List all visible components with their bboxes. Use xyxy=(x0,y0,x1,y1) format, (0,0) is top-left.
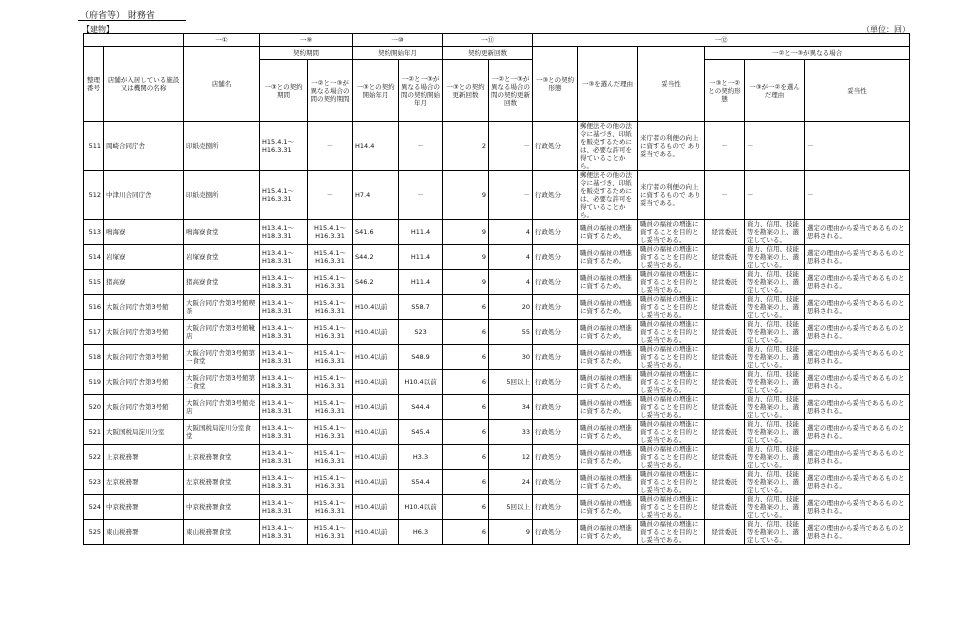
table-row xyxy=(84,345,910,370)
contract-table xyxy=(83,33,910,545)
table-cell-renew-3: 6 xyxy=(443,345,489,370)
table-cell-form2: 経営委託 xyxy=(705,470,745,495)
table-cell-reason2: 資力、信用、技能等を勘案の上、選定している。 xyxy=(745,520,805,545)
table-cell-start-2: S48.9 xyxy=(399,345,443,370)
table-cell-valid2: 選定の理由から妥当であるものと思料される。 xyxy=(805,220,910,245)
table-cell-valid2: 選定の理由から妥当であるものと思料される。 xyxy=(805,520,910,545)
table-cell-reason2: 資力、信用、技能等を勘案の上、選定している。 xyxy=(745,345,805,370)
table-cell-start-2: S23 xyxy=(399,320,443,345)
table-cell-no: 514 xyxy=(84,245,104,270)
table-cell-reason: 職員の福祉の増進に資するため。 xyxy=(578,295,638,320)
table-cell-form2: 経営委託 xyxy=(705,445,745,470)
table-cell-org: 中津川合同庁舎 xyxy=(104,171,184,220)
table-cell-form2: 経営委託 xyxy=(705,245,745,270)
col-shop: 店舗名 xyxy=(184,47,260,122)
table-cell-reason: 郵便法その他の法令に基づき、印紙を販売するためには、必要な許可を得ていることから。 xyxy=(578,171,638,220)
table-cell-no: 516 xyxy=(84,295,104,320)
table-cell-valid2: 選定の理由から妥当であるものと思料される。 xyxy=(805,395,910,420)
col-org: 店舗が入居している施設又は機関の名称 xyxy=(104,47,184,122)
col-p2: 一②と一③が異なる場合の間の契約期間 xyxy=(308,60,353,122)
table-cell-form: 行政処分 xyxy=(533,171,578,220)
table-cell-reason2: 資力、信用、技能等を勘案の上、選定している。 xyxy=(745,470,805,495)
table-cell-start-2: H10.4以前 xyxy=(399,495,443,520)
table-cell-start-3: S44.2 xyxy=(353,245,399,270)
table-cell-start-3: H10.4以前 xyxy=(353,295,399,320)
col-period: 契約期間 xyxy=(260,47,353,60)
table-cell-renew-3: 6 xyxy=(443,470,489,495)
table-cell-renew-3: 9 xyxy=(443,245,489,270)
table-cell-renew-3: 9 xyxy=(443,270,489,295)
table-cell-shop: 大阪国税局淀川分室食堂 xyxy=(184,420,260,445)
table-cell-renew-3: 6 xyxy=(443,495,489,520)
table-cell-start-2: S54.4 xyxy=(399,470,443,495)
table-cell-period-3: H13.4.1～ H18.3.31 xyxy=(260,245,308,270)
col-id-10: 一⑩ xyxy=(353,34,443,47)
table-cell-period-2: H15.4.1～ H16.3.31 xyxy=(308,445,353,470)
col-valid2: 妥当性 xyxy=(805,60,910,122)
table-cell-form2: 経営委託 xyxy=(705,420,745,445)
table-cell-form2: 経営委託 xyxy=(705,270,745,295)
table-cell-org: 上京税務署 xyxy=(104,445,184,470)
table-cell-reason2: 資力、信用、技能等を勘案の上、選定している。 xyxy=(745,270,805,295)
table-cell-form2: － xyxy=(705,171,745,220)
table-cell-start-2: H10.4以前 xyxy=(399,370,443,395)
table-cell-start-3: H10.4以前 xyxy=(353,520,399,545)
table-cell-start-3: H10.4以前 xyxy=(353,370,399,395)
table-row xyxy=(84,270,910,295)
table-cell-no: 517 xyxy=(84,320,104,345)
col-id-12: 一⑫ xyxy=(533,34,910,47)
table-cell-renew-2: 5回以上 xyxy=(489,495,533,520)
table-cell-start-3: S46.2 xyxy=(353,270,399,295)
table-cell-renew-3: 9 xyxy=(443,171,489,220)
table-cell-form2: 経営委託 xyxy=(705,395,745,420)
table-cell-org: 左京税務署 xyxy=(104,470,184,495)
table-cell-start-2: － xyxy=(399,122,443,171)
table-cell-form2: 経営委託 xyxy=(705,345,745,370)
table-cell-valid2: 選定の理由から妥当であるものと思料される。 xyxy=(805,420,910,445)
table-row xyxy=(84,395,910,420)
col-seq: 整理番号 xyxy=(84,47,104,122)
table-cell-renew-3: 6 xyxy=(443,370,489,395)
table-cell-form2: 経営委託 xyxy=(705,295,745,320)
table-cell-valid2: 選定の理由から妥当であるものと思料される。 xyxy=(805,295,910,320)
col-valid: 妥当性 xyxy=(638,47,705,122)
table-cell-period-2: H15.4.1～ H16.3.31 xyxy=(308,395,353,420)
table-cell-renew-2: 55 xyxy=(489,320,533,345)
col-id-9: 一⑨ xyxy=(260,34,353,47)
table-cell-valid: 職員の福祉の増進に資することを目的とし妥当である。 xyxy=(638,270,705,295)
table-cell-period-2: － xyxy=(308,122,353,171)
table-cell-valid: 職員の福祉の増進に資することを目的とし妥当である。 xyxy=(638,520,705,545)
table-cell-period-2: H15.4.1～ H16.3.31 xyxy=(308,295,353,320)
table-row xyxy=(84,520,910,545)
table-cell-renew-3: 9 xyxy=(443,220,489,245)
table-cell-valid: 職員の福祉の増進に資することを目的とし妥当である。 xyxy=(638,370,705,395)
table-cell-no: 519 xyxy=(84,370,104,395)
table-cell-period-3: H13.4.1～ H18.3.31 xyxy=(260,345,308,370)
table-cell-org: 東山税務署 xyxy=(104,520,184,545)
table-cell-renew-3: 6 xyxy=(443,420,489,445)
table-cell-form: 行政処分 xyxy=(533,470,578,495)
table-cell-form: 行政処分 xyxy=(533,520,578,545)
table-cell-valid2: － xyxy=(805,122,910,171)
col-diff: 一②と一③が異なる場合 xyxy=(705,47,910,60)
table-row xyxy=(84,245,910,270)
table-cell-period-2: H15.4.1～ H16.3.31 xyxy=(308,345,353,370)
col-s2: 一②と一③が異なる場合の間の契約開始年月 xyxy=(399,60,443,122)
table-cell-reason2: 資力、信用、技能等を勘案の上、選定している。 xyxy=(745,420,805,445)
table-cell-reason2: 資力、信用、技能等を勘案の上、選定している。 xyxy=(745,495,805,520)
table-cell-valid2: 選定の理由から妥当であるものと思料される。 xyxy=(805,445,910,470)
table-cell-shop: 大阪合同庁舎第3号館第二食堂 xyxy=(184,370,260,395)
table-cell-period-2: H15.4.1～ H16.3.31 xyxy=(308,270,353,295)
table-cell-valid: 職員の福祉の増進に資することを目的とし妥当である。 xyxy=(638,420,705,445)
table-cell-period-2: H15.4.1～ H16.3.31 xyxy=(308,495,353,520)
table-cell-org: 中京税務署 xyxy=(104,495,184,520)
table-cell-period-3: H13.4.1～ H18.3.31 xyxy=(260,520,308,545)
table-cell-reason: 職員の福祉の増進に資するため。 xyxy=(578,320,638,345)
table-cell-reason: 職員の福祉の増進に資するため。 xyxy=(578,445,638,470)
table-cell-start-2: H11.4 xyxy=(399,245,443,270)
table-cell-form: 行政処分 xyxy=(533,495,578,520)
table-cell-org: 大阪国税局淀川分室 xyxy=(104,420,184,445)
table-cell-valid: 職員の福祉の増進に資することを目的とし妥当である。 xyxy=(638,495,705,520)
table-cell-reason: 職員の福祉の増進に資するため。 xyxy=(578,520,638,545)
table-cell-renew-2: 5回以上 xyxy=(489,370,533,395)
table-cell-form2: 経営委託 xyxy=(705,320,745,345)
table-cell-reason2: 資力、信用、技能等を勘案の上、選定している。 xyxy=(745,395,805,420)
table-cell-period-2: H15.4.1～ H16.3.31 xyxy=(308,470,353,495)
table-cell-org: 大阪合同庁舎第3号館 xyxy=(104,320,184,345)
col-form: 一③との契約形態 xyxy=(533,47,578,122)
table-cell-start-3: H10.4以前 xyxy=(353,395,399,420)
table-row xyxy=(84,122,910,171)
table-cell-renew-2: 4 xyxy=(489,220,533,245)
table-row xyxy=(84,220,910,245)
table-cell-shop: 上京税務署食堂 xyxy=(184,445,260,470)
table-cell-form: 行政処分 xyxy=(533,295,578,320)
table-cell-shop: 大阪合同庁舎第3号館売店 xyxy=(184,395,260,420)
table-cell-shop: 大阪合同庁舎第3号館第一食堂 xyxy=(184,345,260,370)
table-cell-period-3: H13.4.1～ H18.3.31 xyxy=(260,370,308,395)
table-cell-form2: 経営委託 xyxy=(705,220,745,245)
table-cell-renew-2: 9 xyxy=(489,520,533,545)
table-cell-no: 511 xyxy=(84,122,104,171)
col-s3: 一③との契約開始年月 xyxy=(353,60,399,122)
table-cell-start-2: H11.4 xyxy=(399,270,443,295)
table-cell-renew-2: － xyxy=(489,122,533,171)
col-reason2: 一③が一②を選んだ理由 xyxy=(745,60,805,122)
table-cell-valid: 職員の福祉の増進に資することを目的とし妥当である。 xyxy=(638,445,705,470)
table-cell-org: 猪高寮 xyxy=(104,270,184,295)
table-cell-no: 513 xyxy=(84,220,104,245)
table-cell-valid: 職員の福祉の増進に資することを目的とし妥当である。 xyxy=(638,220,705,245)
table-cell-period-3: H13.4.1～ H18.3.31 xyxy=(260,270,308,295)
table-cell-shop: 大阪合同庁舎第3号館靴店 xyxy=(184,320,260,345)
table-cell-valid2: 選定の理由から妥当であるものと思料される。 xyxy=(805,320,910,345)
table-cell-start-2: H6.3 xyxy=(399,520,443,545)
header-blank-left xyxy=(84,34,184,47)
table-cell-period-3: H13.4.1～ H18.3.31 xyxy=(260,420,308,445)
col-form2: 一③と一②との契約形態 xyxy=(705,60,745,122)
table-cell-shop: 印紙売捌所 xyxy=(184,122,260,171)
col-id-1: 一① xyxy=(184,34,260,47)
table-cell-reason2: 資力、信用、技能等を勘案の上、選定している。 xyxy=(745,245,805,270)
table-cell-start-2: － xyxy=(399,171,443,220)
table-cell-form: 行政処分 xyxy=(533,395,578,420)
table-cell-period-2: H15.4.1～ H16.3.31 xyxy=(308,420,353,445)
table-cell-period-3: H13.4.1～ H18.3.31 xyxy=(260,395,308,420)
table-cell-reason: 職員の福祉の増進に資するため。 xyxy=(578,495,638,520)
table-row xyxy=(84,445,910,470)
table-cell-form: 行政処分 xyxy=(533,320,578,345)
table-cell-form2: － xyxy=(705,122,745,171)
table-cell-renew-2: 4 xyxy=(489,270,533,295)
table-cell-reason: 職員の福祉の増進に資するため。 xyxy=(578,270,638,295)
table-row xyxy=(84,171,910,220)
table-row xyxy=(84,420,910,445)
table-cell-no: 525 xyxy=(84,520,104,545)
table-row xyxy=(84,295,910,320)
table-cell-form: 行政処分 xyxy=(533,420,578,445)
table-cell-form: 行政処分 xyxy=(533,220,578,245)
table-cell-reason2: 資力、信用、技能等を勘案の上、選定している。 xyxy=(745,320,805,345)
table-cell-form: 行政処分 xyxy=(533,370,578,395)
table-cell-period-3: H13.4.1～ H18.3.31 xyxy=(260,470,308,495)
table-cell-renew-3: 2 xyxy=(443,122,489,171)
unit-label: （単位：回） xyxy=(862,25,910,34)
table-cell-valid2: 選定の理由から妥当であるものと思料される。 xyxy=(805,370,910,395)
table-cell-reason: 職員の福祉の増進に資するため。 xyxy=(578,470,638,495)
table-cell-valid: 職員の福祉の増進に資することを目的とし妥当である。 xyxy=(638,345,705,370)
table-cell-valid: 職員の福祉の増進に資することを目的とし妥当である。 xyxy=(638,295,705,320)
table-cell-reason: 職員の福祉の増進に資するため。 xyxy=(578,245,638,270)
col-id-11: 一⑪ xyxy=(443,34,533,47)
table-cell-form: 行政処分 xyxy=(533,245,578,270)
header-underline xyxy=(78,20,186,21)
table-cell-period-2: － xyxy=(308,171,353,220)
table-cell-period-2: H15.4.1～ H16.3.31 xyxy=(308,320,353,345)
section-label: 【建物】 xyxy=(82,25,114,34)
table-cell-shop: 左京税務署食堂 xyxy=(184,470,260,495)
ministry-label: （府省等） 財務省 xyxy=(80,11,155,21)
table-cell-period-3: H15.4.1～ H16.3.31 xyxy=(260,122,308,171)
col-reason: 一③を選んだ理由 xyxy=(578,47,638,122)
table-cell-valid: 職員の福祉の増進に資することを目的とし妥当である。 xyxy=(638,245,705,270)
table-cell-org: 岡崎合同庁舎 xyxy=(104,122,184,171)
table-cell-start-3: H10.4以前 xyxy=(353,445,399,470)
table-cell-org: 大阪合同庁舎第3号館 xyxy=(104,295,184,320)
col-r2: 一②と一③が異なる場合の間の契約更新回数 xyxy=(489,60,533,122)
table-cell-start-2: S44.4 xyxy=(399,395,443,420)
table-cell-form: 行政処分 xyxy=(533,445,578,470)
table-cell-valid: 職員の福祉の増進に資することを目的とし妥当である。 xyxy=(638,470,705,495)
table-cell-no: 518 xyxy=(84,345,104,370)
table-cell-period-3: H15.4.1～ H16.3.31 xyxy=(260,171,308,220)
table-cell-no: 515 xyxy=(84,270,104,295)
table-cell-renew-2: 33 xyxy=(489,420,533,445)
table-cell-no: 524 xyxy=(84,495,104,520)
table-cell-start-3: H14.4 xyxy=(353,122,399,171)
table-cell-reason: 職員の福祉の増進に資するため。 xyxy=(578,370,638,395)
table-row xyxy=(84,320,910,345)
table-cell-start-2: S58.7 xyxy=(399,295,443,320)
table-cell-form2: 経営委託 xyxy=(705,370,745,395)
table-cell-no: 522 xyxy=(84,445,104,470)
table-cell-renew-3: 6 xyxy=(443,395,489,420)
table-cell-reason2: 資力、信用、技能等を勘案の上、選定している。 xyxy=(745,220,805,245)
table-cell-start-3: H10.4以前 xyxy=(353,345,399,370)
table-row xyxy=(84,495,910,520)
table-cell-period-3: H13.4.1～ H18.3.31 xyxy=(260,495,308,520)
table-cell-start-3: S41.6 xyxy=(353,220,399,245)
table-cell-period-3: H13.4.1～ H18.3.31 xyxy=(260,220,308,245)
table-cell-no: 523 xyxy=(84,470,104,495)
table-row xyxy=(84,370,910,395)
table-cell-start-2: S45.4 xyxy=(399,420,443,445)
table-cell-renew-3: 6 xyxy=(443,295,489,320)
table-cell-no: 512 xyxy=(84,171,104,220)
table-cell-valid2: 選定の理由から妥当であるものと思料される。 xyxy=(805,245,910,270)
table-cell-reason: 職員の福祉の増進に資するため。 xyxy=(578,345,638,370)
table-cell-renew-2: 20 xyxy=(489,295,533,320)
table-cell-valid: 職員の福祉の増進に資することを目的とし妥当である。 xyxy=(638,395,705,420)
table-cell-org: 大阪合同庁舎第3号館 xyxy=(104,345,184,370)
col-start: 契約開始年月 xyxy=(353,47,443,60)
table-cell-reason2: － xyxy=(745,171,805,220)
table-cell-reason2: － xyxy=(745,122,805,171)
table-cell-shop: 印紙売捌所 xyxy=(184,171,260,220)
table-cell-reason2: 資力、信用、技能等を勘案の上、選定している。 xyxy=(745,445,805,470)
table-cell-reason: 職員の福祉の増進に資するため。 xyxy=(578,395,638,420)
table-cell-renew-3: 6 xyxy=(443,445,489,470)
table-cell-renew-2: 12 xyxy=(489,445,533,470)
table-cell-form: 行政処分 xyxy=(533,122,578,171)
table-cell-no: 520 xyxy=(84,395,104,420)
table-cell-valid2: 選定の理由から妥当であるものと思料される。 xyxy=(805,270,910,295)
table-cell-renew-2: 24 xyxy=(489,470,533,495)
table-cell-valid: 職員の福祉の増進に資することを目的とし妥当である。 xyxy=(638,320,705,345)
table-cell-start-2: H3.3 xyxy=(399,445,443,470)
table-cell-org: 大阪合同庁舎第3号館 xyxy=(104,395,184,420)
table-cell-form2: 経営委託 xyxy=(705,520,745,545)
col-p3: 一③との契約期間 xyxy=(260,60,308,122)
table-cell-valid2: － xyxy=(805,171,910,220)
table-cell-period-2: H15.4.1～ H16.3.31 xyxy=(308,245,353,270)
table-cell-period-3: H13.4.1～ H18.3.31 xyxy=(260,295,308,320)
col-renew: 契約更新回数 xyxy=(443,47,533,60)
table-cell-reason: 職員の福祉の増進に資するため。 xyxy=(578,420,638,445)
table-cell-reason: 郵便法その他の法令に基づき、印紙を販売するためには、必要な許可を得ていることから。 xyxy=(578,122,638,171)
table-cell-reason2: 資力、信用、技能等を勘案の上、選定している。 xyxy=(745,370,805,395)
table-cell-org: 大阪合同庁舎第3号館 xyxy=(104,370,184,395)
table-cell-shop: 岩塚寮食堂 xyxy=(184,245,260,270)
table-cell-valid2: 選定の理由から妥当であるものと思料される。 xyxy=(805,345,910,370)
table-cell-form: 行政処分 xyxy=(533,345,578,370)
col-r3: 一③との契約更新回数 xyxy=(443,60,489,122)
table-cell-valid: 来庁者の利便の向上に資するもので あり妥当である。 xyxy=(638,122,705,171)
table-cell-reason: 職員の福祉の増進に資するため。 xyxy=(578,220,638,245)
table-cell-start-3: H10.4以前 xyxy=(353,470,399,495)
table-cell-shop: 大阪合同庁舎第3号館喫茶 xyxy=(184,295,260,320)
table-cell-renew-2: 30 xyxy=(489,345,533,370)
table-cell-shop: 東山税務署食堂 xyxy=(184,520,260,545)
table-cell-shop: 中京税務署食堂 xyxy=(184,495,260,520)
table-cell-shop: 鳴海寮食堂 xyxy=(184,220,260,245)
table-row xyxy=(84,470,910,495)
table-cell-reason2: 資力、信用、技能等を勘案の上、選定している。 xyxy=(745,295,805,320)
table-cell-valid2: 選定の理由から妥当であるものと思料される。 xyxy=(805,495,910,520)
table-cell-start-3: H7.4 xyxy=(353,171,399,220)
table-cell-renew-3: 6 xyxy=(443,520,489,545)
table-cell-renew-3: 6 xyxy=(443,320,489,345)
table-cell-valid2: 選定の理由から妥当であるものと思料される。 xyxy=(805,470,910,495)
table-cell-org: 鳴海寮 xyxy=(104,220,184,245)
table-cell-period-2: H15.4.1～ H16.3.31 xyxy=(308,520,353,545)
table-cell-period-2: H15.4.1～ H16.3.31 xyxy=(308,220,353,245)
table-cell-valid: 来庁者の利便の向上に資するもので あり妥当である。 xyxy=(638,171,705,220)
table-cell-period-2: H15.4.1～ H16.3.31 xyxy=(308,370,353,395)
table-cell-shop: 猪高寮食堂 xyxy=(184,270,260,295)
table-cell-org: 岩塚寮 xyxy=(104,245,184,270)
table-cell-start-2: H11.4 xyxy=(399,220,443,245)
table-cell-form2: 経営委託 xyxy=(705,495,745,520)
table-cell-start-3: H10.4以前 xyxy=(353,320,399,345)
table-cell-period-3: H13.4.1～ H18.3.31 xyxy=(260,320,308,345)
table-cell-renew-2: 4 xyxy=(489,245,533,270)
table-cell-renew-2: 34 xyxy=(489,395,533,420)
table-cell-form: 行政処分 xyxy=(533,270,578,295)
table-cell-renew-2: － xyxy=(489,171,533,220)
table-cell-start-3: H10.4以前 xyxy=(353,420,399,445)
table-cell-no: 521 xyxy=(84,420,104,445)
table-cell-period-3: H13.4.1～ H18.3.31 xyxy=(260,445,308,470)
table-cell-start-3: H10.4以前 xyxy=(353,495,399,520)
